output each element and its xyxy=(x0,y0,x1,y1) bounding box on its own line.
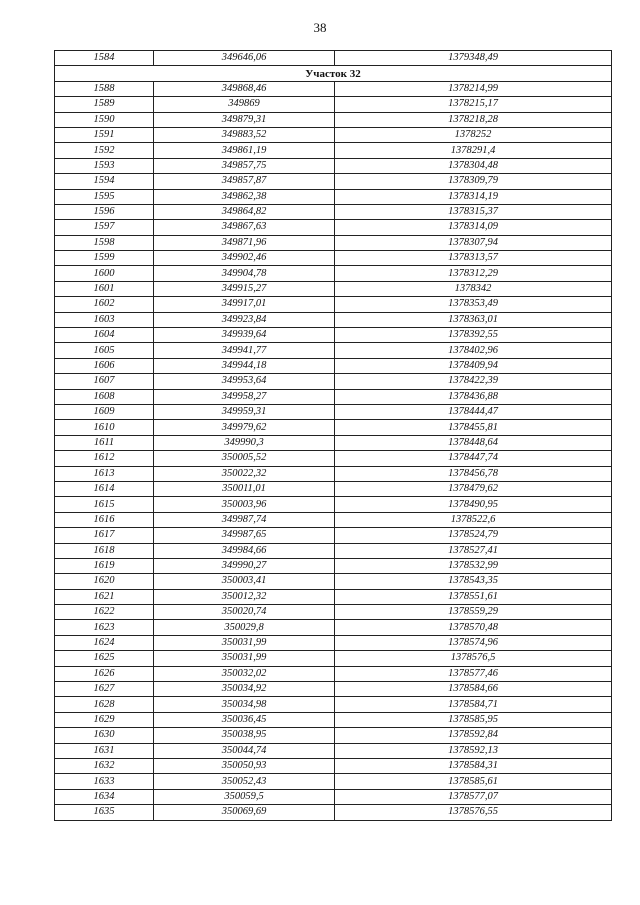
point-id-cell: 1597 xyxy=(55,220,154,235)
y-coordinate-cell: 1378307,94 xyxy=(335,235,612,250)
x-coordinate-cell: 350020,74 xyxy=(154,605,335,620)
x-coordinate-cell: 349944,18 xyxy=(154,358,335,373)
point-id-cell: 1626 xyxy=(55,666,154,681)
y-coordinate-cell: 1378585,61 xyxy=(335,774,612,789)
point-id-cell: 1632 xyxy=(55,758,154,773)
x-coordinate-cell: 350031,99 xyxy=(154,651,335,666)
y-coordinate-cell: 1378422,39 xyxy=(335,374,612,389)
point-id-cell: 1610 xyxy=(55,420,154,435)
x-coordinate-cell: 349646,06 xyxy=(154,51,335,66)
table-row xyxy=(55,312,612,327)
y-coordinate-cell: 1378448,64 xyxy=(335,435,612,450)
y-coordinate-cell: 1378342 xyxy=(335,281,612,296)
x-coordinate-cell: 350034,92 xyxy=(154,682,335,697)
table-row xyxy=(55,651,612,666)
x-coordinate-cell: 350011,01 xyxy=(154,481,335,496)
point-id-cell: 1605 xyxy=(55,343,154,358)
point-id-cell: 1618 xyxy=(55,543,154,558)
table-row xyxy=(55,574,612,589)
point-id-cell: 1628 xyxy=(55,697,154,712)
x-coordinate-cell: 349959,31 xyxy=(154,404,335,419)
table-row xyxy=(55,404,612,419)
y-coordinate-cell: 1378584,31 xyxy=(335,758,612,773)
y-coordinate-cell: 1378551,61 xyxy=(335,589,612,604)
point-id-cell: 1617 xyxy=(55,528,154,543)
x-coordinate-cell: 350036,45 xyxy=(154,712,335,727)
x-coordinate-cell: 349857,87 xyxy=(154,174,335,189)
x-coordinate-cell: 349923,84 xyxy=(154,312,335,327)
point-id-cell: 1600 xyxy=(55,266,154,281)
y-coordinate-cell: 1378313,57 xyxy=(335,251,612,266)
point-id-cell: 1629 xyxy=(55,712,154,727)
point-id-cell: 1608 xyxy=(55,389,154,404)
x-coordinate-cell: 349867,63 xyxy=(154,220,335,235)
table-row xyxy=(55,589,612,604)
point-id-cell: 1604 xyxy=(55,328,154,343)
y-coordinate-cell: 1378574,96 xyxy=(335,635,612,650)
table-row xyxy=(55,758,612,773)
table-row xyxy=(55,297,612,312)
table-row xyxy=(55,697,612,712)
x-coordinate-cell: 350003,41 xyxy=(154,574,335,589)
y-coordinate-cell: 1378543,35 xyxy=(335,574,612,589)
point-id-cell: 1609 xyxy=(55,404,154,419)
table-row xyxy=(55,805,612,820)
point-id-cell: 1595 xyxy=(55,189,154,204)
table-row xyxy=(55,497,612,512)
table-row xyxy=(55,635,612,650)
point-id-cell: 1625 xyxy=(55,651,154,666)
x-coordinate-cell: 350050,93 xyxy=(154,758,335,773)
y-coordinate-cell: 1378576,55 xyxy=(335,805,612,820)
point-id-cell: 1596 xyxy=(55,204,154,219)
y-coordinate-cell: 1378522,6 xyxy=(335,512,612,527)
point-id-cell: 1631 xyxy=(55,743,154,758)
point-id-cell: 1589 xyxy=(55,97,154,112)
table-row xyxy=(55,435,612,450)
x-coordinate-cell: 349861,19 xyxy=(154,143,335,158)
x-coordinate-cell: 349879,31 xyxy=(154,112,335,127)
point-id-cell: 1635 xyxy=(55,805,154,820)
x-coordinate-cell: 350005,52 xyxy=(154,451,335,466)
table-row xyxy=(55,389,612,404)
y-coordinate-cell: 1378363,01 xyxy=(335,312,612,327)
x-coordinate-cell: 350069,69 xyxy=(154,805,335,820)
x-coordinate-cell: 349883,52 xyxy=(154,127,335,142)
point-id-cell: 1584 xyxy=(55,51,154,66)
x-coordinate-cell: 349862,38 xyxy=(154,189,335,204)
y-coordinate-cell: 1378315,37 xyxy=(335,204,612,219)
x-coordinate-cell: 349857,75 xyxy=(154,158,335,173)
table-row xyxy=(55,143,612,158)
y-coordinate-cell: 1378592,84 xyxy=(335,728,612,743)
y-coordinate-cell: 1378252 xyxy=(335,127,612,142)
point-id-cell: 1630 xyxy=(55,728,154,743)
x-coordinate-cell: 350031,99 xyxy=(154,635,335,650)
y-coordinate-cell: 1378409,94 xyxy=(335,358,612,373)
table-row xyxy=(55,127,612,142)
y-coordinate-cell: 1378314,09 xyxy=(335,220,612,235)
y-coordinate-cell: 1378312,29 xyxy=(335,266,612,281)
coordinates-table xyxy=(54,50,612,821)
point-id-cell: 1591 xyxy=(55,127,154,142)
point-id-cell: 1614 xyxy=(55,481,154,496)
point-id-cell: 1612 xyxy=(55,451,154,466)
x-coordinate-cell: 350022,32 xyxy=(154,466,335,481)
table-row xyxy=(55,451,612,466)
x-coordinate-cell: 349984,66 xyxy=(154,543,335,558)
x-coordinate-cell: 350034,98 xyxy=(154,697,335,712)
point-id-cell: 1634 xyxy=(55,789,154,804)
x-coordinate-cell: 349869 xyxy=(154,97,335,112)
table-row xyxy=(55,112,612,127)
x-coordinate-cell: 349990,3 xyxy=(154,435,335,450)
point-id-cell: 1613 xyxy=(55,466,154,481)
y-coordinate-cell: 1378444,47 xyxy=(335,404,612,419)
table-row xyxy=(55,174,612,189)
y-coordinate-cell: 1378215,17 xyxy=(335,97,612,112)
table-row xyxy=(55,774,612,789)
x-coordinate-cell: 349958,27 xyxy=(154,389,335,404)
y-coordinate-cell: 1378447,74 xyxy=(335,451,612,466)
point-id-cell: 1621 xyxy=(55,589,154,604)
point-id-cell: 1606 xyxy=(55,358,154,373)
point-id-cell: 1623 xyxy=(55,620,154,635)
point-id-cell: 1594 xyxy=(55,174,154,189)
x-coordinate-cell: 349979,62 xyxy=(154,420,335,435)
y-coordinate-cell: 1378527,41 xyxy=(335,543,612,558)
table-row xyxy=(55,251,612,266)
x-coordinate-cell: 349990,27 xyxy=(154,558,335,573)
table-row xyxy=(55,420,612,435)
point-id-cell: 1616 xyxy=(55,512,154,527)
table-row xyxy=(55,682,612,697)
y-coordinate-cell: 1378455,81 xyxy=(335,420,612,435)
x-coordinate-cell: 350044,74 xyxy=(154,743,335,758)
table-row xyxy=(55,543,612,558)
x-coordinate-cell: 350059,5 xyxy=(154,789,335,804)
y-coordinate-cell: 1378585,95 xyxy=(335,712,612,727)
y-coordinate-cell: 1378584,71 xyxy=(335,697,612,712)
y-coordinate-cell: 1378577,07 xyxy=(335,789,612,804)
table-row xyxy=(55,220,612,235)
x-coordinate-cell: 349917,01 xyxy=(154,297,335,312)
point-id-cell: 1615 xyxy=(55,497,154,512)
point-id-cell: 1620 xyxy=(55,574,154,589)
x-coordinate-cell: 349987,74 xyxy=(154,512,335,527)
y-coordinate-cell: 1378392,55 xyxy=(335,328,612,343)
y-coordinate-cell: 1378291,4 xyxy=(335,143,612,158)
x-coordinate-cell: 349902,46 xyxy=(154,251,335,266)
page-number: 38 xyxy=(313,20,327,35)
table-row xyxy=(55,235,612,250)
table-row xyxy=(55,605,612,620)
table-row xyxy=(55,266,612,281)
y-coordinate-cell: 1378559,29 xyxy=(335,605,612,620)
point-id-cell: 1599 xyxy=(55,251,154,266)
y-coordinate-cell: 1378577,46 xyxy=(335,666,612,681)
point-id-cell: 1588 xyxy=(55,81,154,96)
x-coordinate-cell: 350052,43 xyxy=(154,774,335,789)
y-coordinate-cell: 1378309,79 xyxy=(335,174,612,189)
point-id-cell: 1622 xyxy=(55,605,154,620)
table-row xyxy=(55,512,612,527)
x-coordinate-cell: 349953,64 xyxy=(154,374,335,389)
table-row xyxy=(55,743,612,758)
table-row xyxy=(55,158,612,173)
y-coordinate-cell: 1378524,79 xyxy=(335,528,612,543)
section-header-row xyxy=(55,66,612,81)
x-coordinate-cell: 349871,96 xyxy=(154,235,335,250)
table-row xyxy=(55,204,612,219)
point-id-cell: 1593 xyxy=(55,158,154,173)
x-coordinate-cell: 350032,02 xyxy=(154,666,335,681)
y-coordinate-cell: 1378592,13 xyxy=(335,743,612,758)
table-row xyxy=(55,528,612,543)
table-row xyxy=(55,281,612,296)
x-coordinate-cell: 350029,8 xyxy=(154,620,335,635)
x-coordinate-cell: 349864,82 xyxy=(154,204,335,219)
y-coordinate-cell: 1378532,99 xyxy=(335,558,612,573)
y-coordinate-cell: 1378304,48 xyxy=(335,158,612,173)
y-coordinate-cell: 1378570,48 xyxy=(335,620,612,635)
table-row xyxy=(55,712,612,727)
point-id-cell: 1607 xyxy=(55,374,154,389)
section-title: Участок 32 xyxy=(55,66,612,81)
point-id-cell: 1624 xyxy=(55,635,154,650)
y-coordinate-cell: 1378456,78 xyxy=(335,466,612,481)
y-coordinate-cell: 1378436,88 xyxy=(335,389,612,404)
point-id-cell: 1602 xyxy=(55,297,154,312)
x-coordinate-cell: 349868,46 xyxy=(154,81,335,96)
y-coordinate-cell: 1378490,95 xyxy=(335,497,612,512)
x-coordinate-cell: 349904,78 xyxy=(154,266,335,281)
point-id-cell: 1627 xyxy=(55,682,154,697)
table-row xyxy=(55,343,612,358)
point-id-cell: 1611 xyxy=(55,435,154,450)
y-coordinate-cell: 1378584,66 xyxy=(335,682,612,697)
x-coordinate-cell: 349987,65 xyxy=(154,528,335,543)
table-row xyxy=(55,466,612,481)
point-id-cell: 1598 xyxy=(55,235,154,250)
point-id-cell: 1619 xyxy=(55,558,154,573)
point-id-cell: 1592 xyxy=(55,143,154,158)
table-row xyxy=(55,558,612,573)
table-row xyxy=(55,728,612,743)
table-row xyxy=(55,481,612,496)
point-id-cell: 1633 xyxy=(55,774,154,789)
table-row xyxy=(55,189,612,204)
y-coordinate-cell: 1378479,62 xyxy=(335,481,612,496)
table-row xyxy=(55,620,612,635)
table-row xyxy=(55,51,612,66)
x-coordinate-cell: 349915,27 xyxy=(154,281,335,296)
point-id-cell: 1601 xyxy=(55,281,154,296)
y-coordinate-cell: 1378402,96 xyxy=(335,343,612,358)
table-row xyxy=(55,789,612,804)
y-coordinate-cell: 1378214,99 xyxy=(335,81,612,96)
coordinates-table-body xyxy=(55,51,612,821)
y-coordinate-cell: 1378353,49 xyxy=(335,297,612,312)
y-coordinate-cell: 1378314,19 xyxy=(335,189,612,204)
y-coordinate-cell: 1378218,28 xyxy=(335,112,612,127)
x-coordinate-cell: 350012,32 xyxy=(154,589,335,604)
table-row xyxy=(55,97,612,112)
table-row xyxy=(55,666,612,681)
point-id-cell: 1590 xyxy=(55,112,154,127)
y-coordinate-cell: 1378576,5 xyxy=(335,651,612,666)
x-coordinate-cell: 349941,77 xyxy=(154,343,335,358)
x-coordinate-cell: 350003,96 xyxy=(154,497,335,512)
table-row xyxy=(55,374,612,389)
table-row xyxy=(55,81,612,96)
table-row xyxy=(55,328,612,343)
point-id-cell: 1603 xyxy=(55,312,154,327)
table-row xyxy=(55,358,612,373)
x-coordinate-cell: 350038,95 xyxy=(154,728,335,743)
x-coordinate-cell: 349939,64 xyxy=(154,328,335,343)
y-coordinate-cell: 1379348,49 xyxy=(335,51,612,66)
